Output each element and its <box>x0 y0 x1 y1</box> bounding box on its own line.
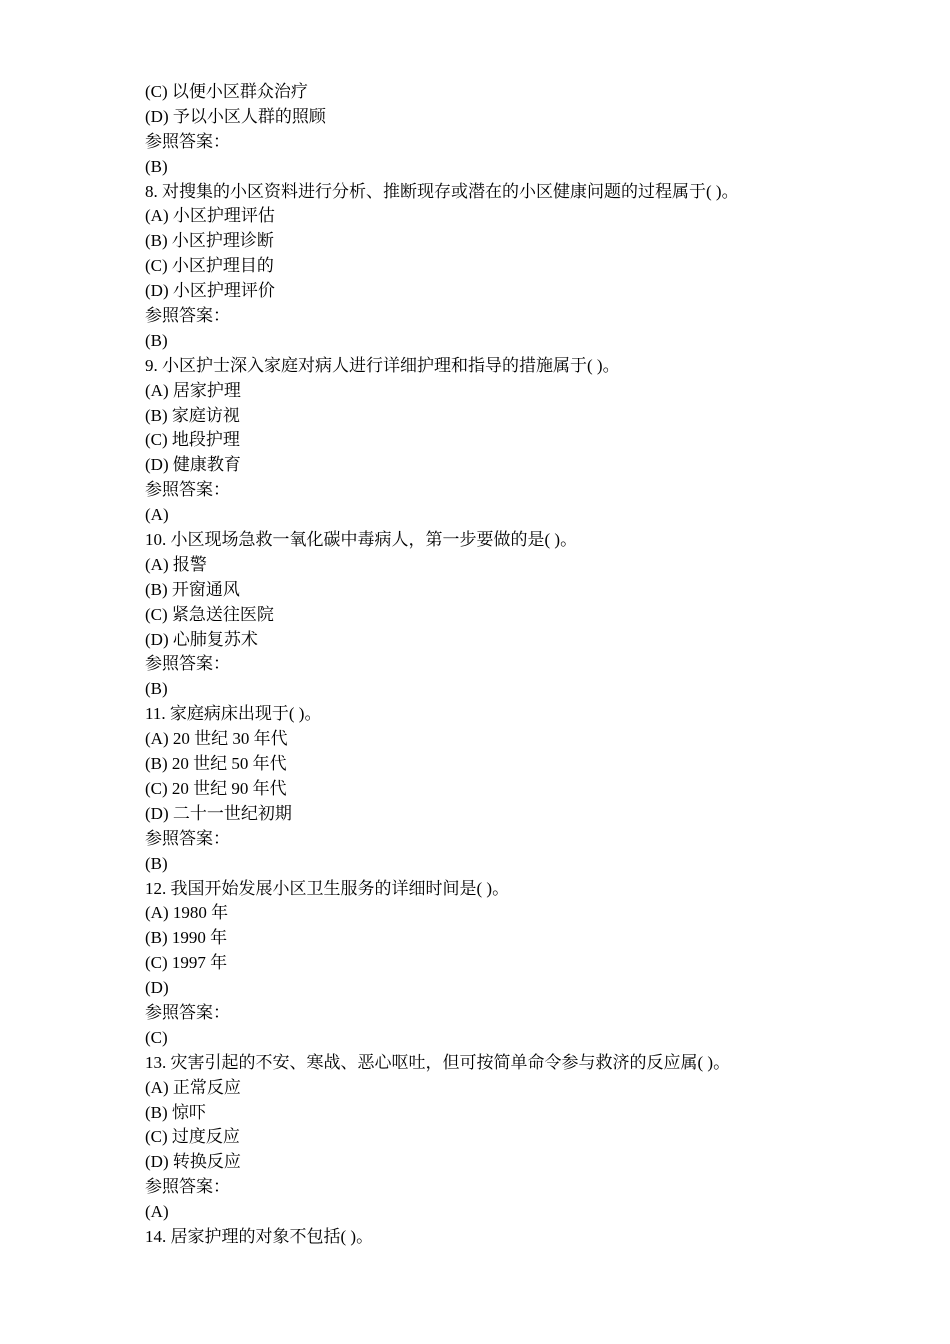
question-text: 12. 我国开始发展小区卫生服务的详细时间是( )。 <box>145 878 510 898</box>
answer-label: 参照答案： <box>145 306 230 326</box>
answer-label: 参照答案： <box>145 1177 230 1197</box>
option-text: (A) 1980 年 <box>145 903 229 923</box>
option-text: (C) 小区护理目的 <box>145 256 274 276</box>
option-text: (D) <box>145 978 169 998</box>
question-text: 11. 家庭病床出现于( )。 <box>145 704 322 724</box>
answer-label: 参照答案： <box>145 131 230 151</box>
question-text: 10. 小区现场急救一氧化碳中毒病人，第一步要做的是( )。 <box>145 530 578 550</box>
question-text: 13. 灾害引起的不安、寒战、恶心呕吐，但可按简单命令参与救济的反应属( )。 <box>145 1052 731 1072</box>
option-text: (D) 健康教育 <box>145 455 241 475</box>
option-text: (A) 小区护理评估 <box>145 206 275 226</box>
option-text: (D) 二十一世纪初期 <box>145 803 292 823</box>
option-text: (C) 20 世纪 90 年代 <box>145 778 287 798</box>
answer-label: 参照答案： <box>145 1002 230 1022</box>
option-text: (A) 20 世纪 30 年代 <box>145 729 288 749</box>
question-text: 14. 居家护理的对象不包括( )。 <box>145 1226 374 1246</box>
answer-value: (B) <box>145 853 168 873</box>
option-text: (B) 1990 年 <box>145 928 228 948</box>
option-text: (A) 报警 <box>145 554 207 574</box>
answer-value: (B) <box>145 156 168 176</box>
document-body <box>145 80 845 1250</box>
answer-value: (B) <box>145 330 168 350</box>
option-text: (A) 正常反应 <box>145 1077 241 1097</box>
option-text: (B) 家庭访视 <box>145 405 240 425</box>
option-text: (C) 紧急送往医院 <box>145 604 274 624</box>
option-text: (B) 小区护理诊断 <box>145 231 274 251</box>
answer-value: (A) <box>145 1202 169 1222</box>
option-text: (C) 1997 年 <box>145 953 228 973</box>
option-text: (C) 过度反应 <box>145 1127 240 1147</box>
option-text: (C) 地段护理 <box>145 430 240 450</box>
option-text: (B) 惊吓 <box>145 1102 206 1122</box>
answer-label: 参照答案： <box>145 480 230 500</box>
answer-value: (B) <box>145 679 168 699</box>
option-text: (D) 心肺复苏术 <box>145 629 258 649</box>
answer-value: (C) <box>145 1027 168 1047</box>
question-text: 8. 对搜集的小区资料进行分析、推断现存或潜在的小区健康问题的过程属于( )。 <box>145 181 739 201</box>
option-text: (D) 予以小区人群的照顾 <box>145 106 326 126</box>
option-text: (B) 开窗通风 <box>145 579 240 599</box>
question-text: 9. 小区护士深入家庭对病人进行详细护理和指导的措施属于( )。 <box>145 355 620 375</box>
answer-value: (A) <box>145 505 169 525</box>
option-text: (D) 转换反应 <box>145 1152 241 1172</box>
answer-label: 参照答案： <box>145 828 230 848</box>
option-text: (A) 居家护理 <box>145 380 241 400</box>
option-text: (C) 以便小区群众治疗 <box>145 82 308 101</box>
answer-label: 参照答案： <box>145 654 230 674</box>
option-text: (D) 小区护理评价 <box>145 281 275 301</box>
option-text: (B) 20 世纪 50 年代 <box>145 754 287 774</box>
